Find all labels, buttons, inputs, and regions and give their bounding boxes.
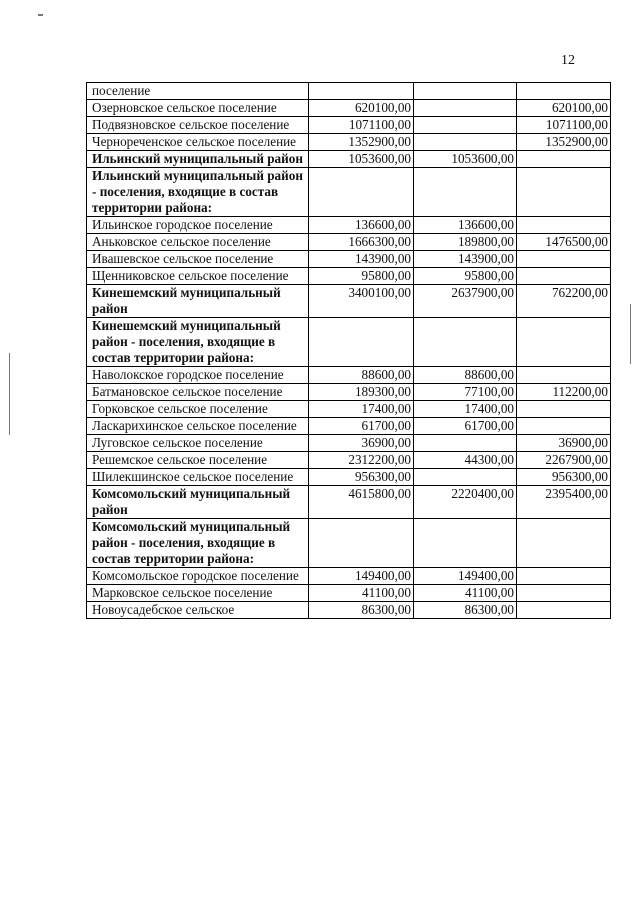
amount-cell-c3 [517, 217, 611, 234]
amount-cell-c2: 86300,00 [414, 602, 517, 619]
amount-cell-c2: 44300,00 [414, 452, 517, 469]
row-name-cell: Луговское сельское поселение [87, 435, 309, 452]
row-name-cell: Марковское сельское поселение [87, 585, 309, 602]
row-name-cell: Кинешемский муниципальный район [87, 285, 309, 318]
row-name-cell: Комсомольское городское поселение [87, 568, 309, 585]
table-row [87, 519, 611, 568]
row-name-cell: Наволокское городское поселение [87, 367, 309, 384]
amount-cell-c3 [517, 83, 611, 100]
amount-cell-total: 1352900,00 [309, 134, 414, 151]
amount-cell-c3: 2267900,00 [517, 452, 611, 469]
row-name-cell: Ильинский муниципальный район [87, 151, 309, 168]
table-row [87, 401, 611, 418]
table-row [87, 217, 611, 234]
table-row [87, 418, 611, 435]
amount-cell-c3 [517, 519, 611, 568]
amount-cell-c2 [414, 435, 517, 452]
amount-cell-total: 17400,00 [309, 401, 414, 418]
amount-cell-total: 95800,00 [309, 268, 414, 285]
row-name-cell: Ивашевское сельское поселение [87, 251, 309, 268]
table-row [87, 384, 611, 401]
table-row [87, 251, 611, 268]
row-name-cell: Подвязновское сельское поселение [87, 117, 309, 134]
amount-cell-c2: 1053600,00 [414, 151, 517, 168]
amount-cell-c2 [414, 134, 517, 151]
amount-cell-total: 1071100,00 [309, 117, 414, 134]
row-name-cell: Ильинское городское поселение [87, 217, 309, 234]
amount-cell-c3 [517, 568, 611, 585]
row-name-cell: Батмановское сельское поселение [87, 384, 309, 401]
amount-cell-total: 2312200,00 [309, 452, 414, 469]
table-row [87, 486, 611, 519]
table-row [87, 602, 611, 619]
table-row [87, 151, 611, 168]
amount-cell-total [309, 83, 414, 100]
page-number: 12 [561, 53, 575, 68]
amount-cell-total: 1666300,00 [309, 234, 414, 251]
amount-cell-c3: 762200,00 [517, 285, 611, 318]
table-body [87, 83, 611, 619]
amount-cell-c2: 2220400,00 [414, 486, 517, 519]
table-row [87, 367, 611, 384]
amount-cell-total: 61700,00 [309, 418, 414, 435]
amount-cell-c3 [517, 168, 611, 217]
row-name-cell: Шилекшинское сельское поселение [87, 469, 309, 486]
table-row [87, 585, 611, 602]
amount-cell-c3 [517, 367, 611, 384]
amount-cell-c3: 1476500,00 [517, 234, 611, 251]
row-name-cell: Решемское сельское поселение [87, 452, 309, 469]
amount-cell-c2: 61700,00 [414, 418, 517, 435]
row-name-cell: Горковское сельское поселение [87, 401, 309, 418]
amount-cell-total: 36900,00 [309, 435, 414, 452]
table-row [87, 168, 611, 217]
amount-cell-c3: 956300,00 [517, 469, 611, 486]
amount-cell-c2 [414, 519, 517, 568]
row-name-cell: Новоусадебское сельское [87, 602, 309, 619]
scan-mark [38, 14, 43, 16]
amount-cell-c3 [517, 268, 611, 285]
amount-cell-total: 4615800,00 [309, 486, 414, 519]
budget-table [86, 82, 611, 619]
amount-cell-c3 [517, 401, 611, 418]
table-row [87, 568, 611, 585]
amount-cell-total: 3400100,00 [309, 285, 414, 318]
table-row [87, 234, 611, 251]
row-name-cell: Озерновское сельское поселение [87, 100, 309, 117]
row-name-cell: Щенниковское сельское поселение [87, 268, 309, 285]
amount-cell-c3: 620100,00 [517, 100, 611, 117]
amount-cell-c3 [517, 318, 611, 367]
table-row [87, 318, 611, 367]
amount-cell-c3: 2395400,00 [517, 486, 611, 519]
scan-mark [630, 304, 631, 364]
amount-cell-c2 [414, 83, 517, 100]
amount-cell-c3 [517, 418, 611, 435]
amount-cell-c2: 143900,00 [414, 251, 517, 268]
amount-cell-c3: 36900,00 [517, 435, 611, 452]
row-name-cell: Комсомольский муниципальный район [87, 486, 309, 519]
table-row [87, 100, 611, 117]
table-row [87, 452, 611, 469]
table-row [87, 268, 611, 285]
amount-cell-total: 620100,00 [309, 100, 414, 117]
row-name-cell: Аньковское сельское поселение [87, 234, 309, 251]
amount-cell-total [309, 519, 414, 568]
amount-cell-total: 956300,00 [309, 469, 414, 486]
amount-cell-c3 [517, 602, 611, 619]
amount-cell-total: 41100,00 [309, 585, 414, 602]
table-row [87, 117, 611, 134]
amount-cell-c2: 77100,00 [414, 384, 517, 401]
amount-cell-total [309, 168, 414, 217]
row-name-cell: Ласкарихинское сельское поселение [87, 418, 309, 435]
amount-cell-c2: 95800,00 [414, 268, 517, 285]
amount-cell-c3 [517, 251, 611, 268]
table-row [87, 285, 611, 318]
table-row [87, 469, 611, 486]
amount-cell-c3: 112200,00 [517, 384, 611, 401]
table-row [87, 83, 611, 100]
amount-cell-c2 [414, 469, 517, 486]
amount-cell-c2: 17400,00 [414, 401, 517, 418]
row-name-cell: поселение [87, 83, 309, 100]
amount-cell-c3 [517, 151, 611, 168]
amount-cell-total: 86300,00 [309, 602, 414, 619]
amount-cell-c2 [414, 318, 517, 367]
amount-cell-c2 [414, 117, 517, 134]
amount-cell-c2: 41100,00 [414, 585, 517, 602]
amount-cell-total: 136600,00 [309, 217, 414, 234]
amount-cell-total: 1053600,00 [309, 151, 414, 168]
amount-cell-c3 [517, 585, 611, 602]
row-name-cell: Ильинский муниципальный район - поселения, входящие в состав территории района: [87, 168, 309, 217]
scan-mark [9, 353, 10, 435]
amount-cell-total: 88600,00 [309, 367, 414, 384]
amount-cell-c2: 88600,00 [414, 367, 517, 384]
amount-cell-c2 [414, 168, 517, 217]
amount-cell-total [309, 318, 414, 367]
amount-cell-total: 149400,00 [309, 568, 414, 585]
row-name-cell: Чернореченское сельское поселение [87, 134, 309, 151]
amount-cell-c2: 189800,00 [414, 234, 517, 251]
amount-cell-c3: 1352900,00 [517, 134, 611, 151]
amount-cell-c2: 149400,00 [414, 568, 517, 585]
table-row [87, 435, 611, 452]
table-row [87, 134, 611, 151]
row-name-cell: Комсомольский муниципальный район - поселения, входящие в состав территории района: [87, 519, 309, 568]
amount-cell-total: 143900,00 [309, 251, 414, 268]
amount-cell-c3: 1071100,00 [517, 117, 611, 134]
amount-cell-c2: 2637900,00 [414, 285, 517, 318]
amount-cell-c2 [414, 100, 517, 117]
row-name-cell: Кинешемский муниципальный район - поселения, входящие в состав территории района: [87, 318, 309, 367]
amount-cell-c2: 136600,00 [414, 217, 517, 234]
amount-cell-total: 189300,00 [309, 384, 414, 401]
